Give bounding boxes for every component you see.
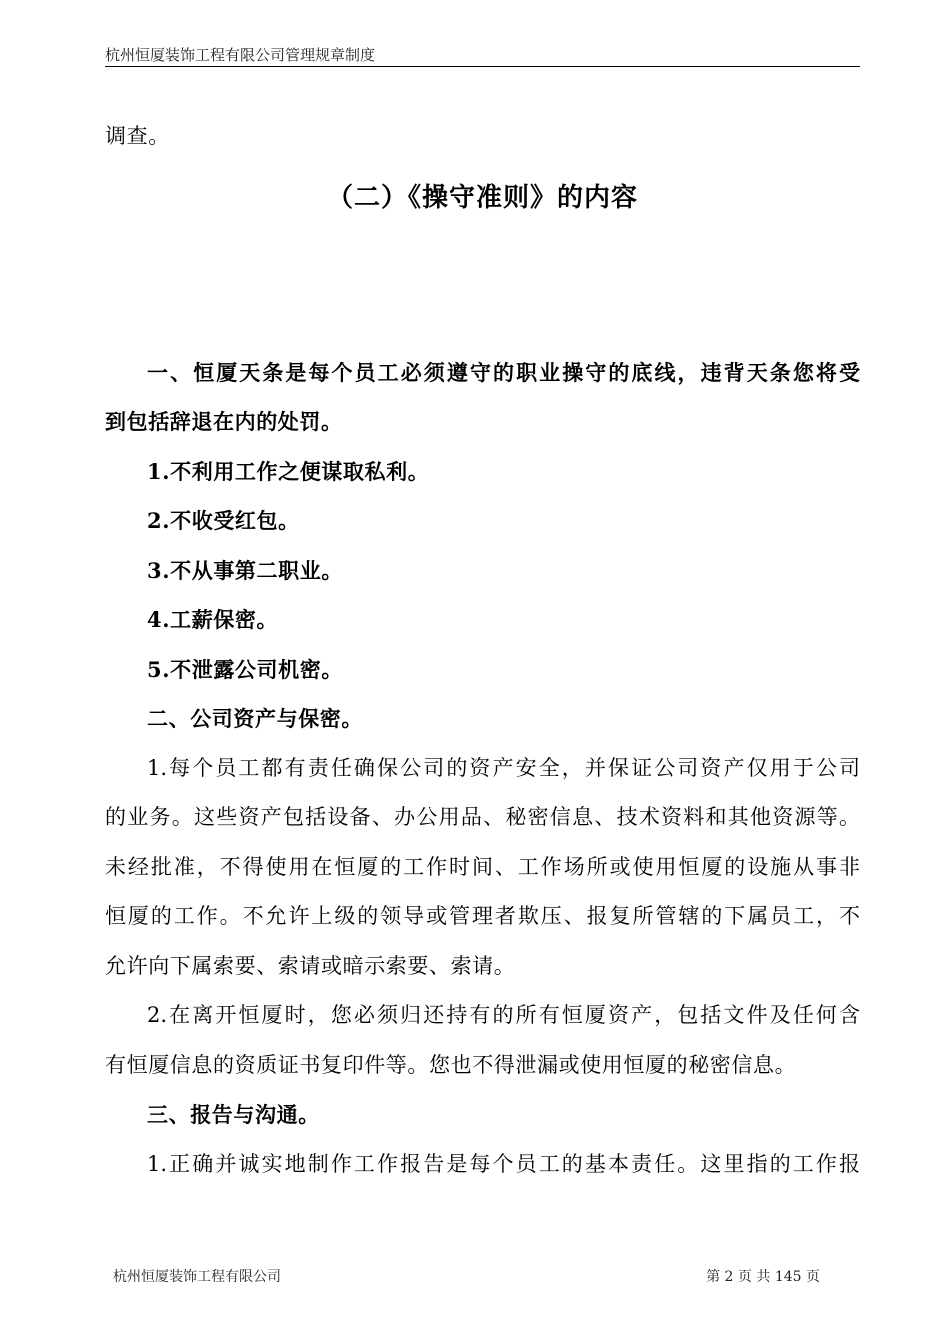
part1-heading-line1: 一、恒厦天条是每个员工必须遵守的职业操守的底线，违背天条您将受 bbox=[147, 359, 860, 385]
part2-para1-line2: 的业务。这些资产包括设备、办公用品、秘密信息、技术资料和其他资源等。 bbox=[105, 805, 860, 829]
part2-para1-line4: 恒厦的工作。不允许上级的领导或管理者欺压、报复所管辖的下属员工，不 bbox=[105, 904, 860, 928]
part3-heading: 三、报告与沟通。 bbox=[147, 1102, 320, 1127]
section-spacer bbox=[105, 222, 860, 348]
part1-item-5: 5.不泄露公司机密。 bbox=[147, 656, 343, 682]
part1-item-1: 1.不利用工作之便谋取私利。 bbox=[147, 458, 430, 484]
part2-para1-line3: 未经批准，不得使用在恒厦的工作时间、工作场所或使用恒厦的设施从事非 bbox=[105, 854, 860, 879]
footer-company: 杭州恒厦装饰工程有限公司 bbox=[113, 1269, 281, 1285]
document-body bbox=[105, 112, 860, 1189]
part2-heading: 二、公司资产与保密。 bbox=[147, 706, 363, 731]
section-title: （二）《操守准则》的内容 bbox=[326, 182, 638, 213]
footer-page-number: 第 2 页 共 145 页 bbox=[706, 1269, 820, 1285]
part3-para1-line1: 1.正确并诚实地制作工作报告是每个员工的基本责任。这里指的工作报 bbox=[147, 1151, 860, 1176]
part1-item-2: 2.不收受红包。 bbox=[147, 508, 300, 533]
header-divider bbox=[105, 66, 860, 67]
part2-para2-line2: 有恒厦信息的资质证书复印件等。您也不得泄漏或使用恒厦的秘密信息。 bbox=[105, 1052, 797, 1077]
page-header: 杭州恒厦装饰工程有限公司管理规章制度 bbox=[105, 46, 376, 64]
part1-item-3: 3.不从事第二职业。 bbox=[147, 557, 343, 583]
part2-para2-line1: 2.在离开恒厦时，您必须归还持有的所有恒厦资产，包括文件及任何含 bbox=[147, 1003, 860, 1027]
part2-para1-line5: 允许向下属索要、索请或暗示索要、索请。 bbox=[105, 953, 516, 978]
continuation-text: 调查。 bbox=[105, 124, 170, 148]
part2-para1-line1: 1.每个员工都有责任确保公司的资产安全，并保证公司资产仅用于公司 bbox=[147, 755, 860, 780]
part1-heading-line2: 到包括辞退在内的处罚。 bbox=[105, 409, 343, 434]
part1-item-4: 4.工薪保密。 bbox=[147, 607, 279, 632]
